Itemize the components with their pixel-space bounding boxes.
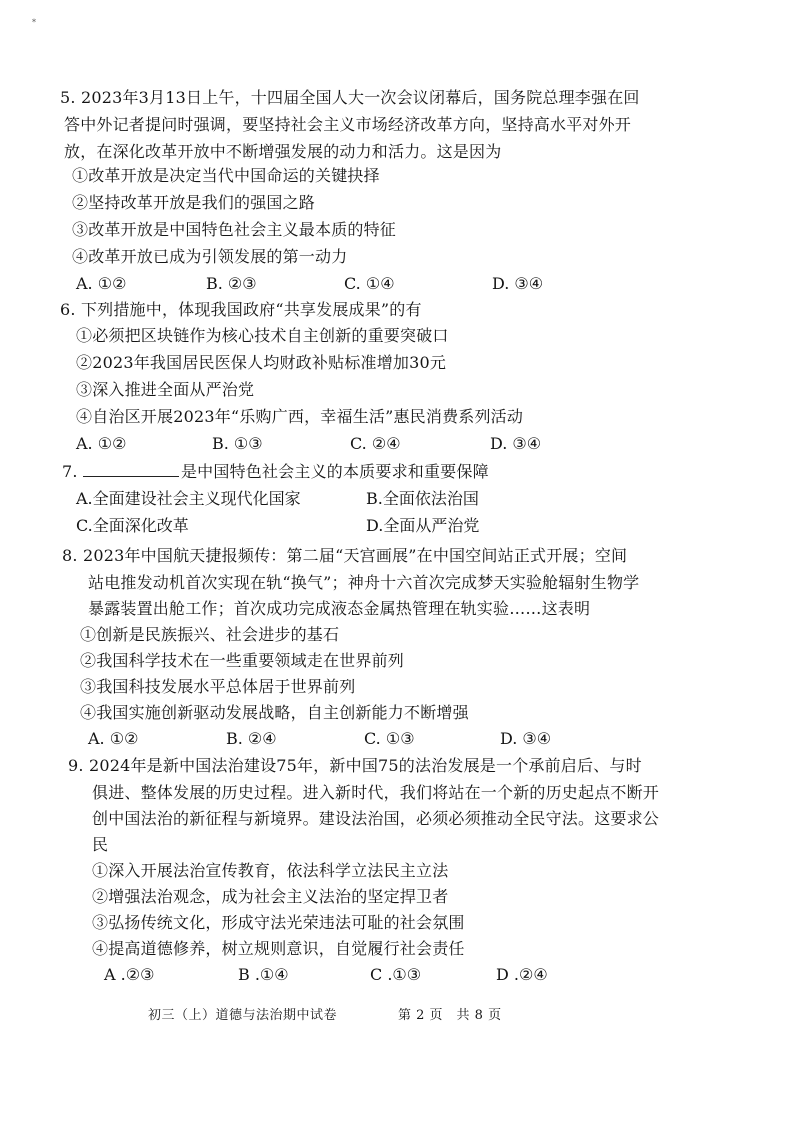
q7-stem	[62, 462, 489, 482]
q8-item-3: ③我国科技发展水平总体居于世界前列	[80, 677, 356, 696]
q7-option-b: B.全面依法治国	[366, 489, 479, 508]
q9-stem-line-2: 俱进、整体发展的历史过程。进入新时代，我们将站在一个新的历史起点不断开	[92, 783, 660, 802]
q6-item-1: ①必须把区块链作为核心技术自主创新的重要突破口	[76, 326, 449, 345]
q5-stem-line-1: 5. 2023年3月13日上午，十四届全国人大一次会议闭幕后，国务院总理李强在回	[60, 88, 640, 107]
q8-option-a: A. ①②	[88, 729, 139, 748]
q5-option-b: B. ②③	[206, 274, 257, 293]
q5-stem-line-2: 答中外记者提问时强调，要坚持社会主义市场经济改革方向，坚持高水平对外开	[64, 115, 632, 134]
q9-stem-line-3: 创中国法治的新征程与新境界。建设法治国，必须必须推动全民守法。这要求公	[92, 809, 660, 828]
q7-stem-text: 是中国特色社会主义的本质要求和重要保障	[180, 462, 489, 481]
q7-number: 7.	[62, 462, 78, 481]
q5-option-d: D. ③④	[492, 274, 544, 293]
q6-item-4: ④自治区开展2023年“乐购广西，幸福生活”惠民消费系列活动	[76, 407, 524, 426]
q9-item-3: ③弘扬传统文化，形成守法光荣违法可耻的社会氛围	[92, 913, 465, 932]
q6-option-d: D. ③④	[490, 434, 542, 453]
q9-option-c: C .①③	[370, 965, 422, 984]
q9-option-a: A .②③	[104, 965, 155, 984]
q5-item-3: ③改革开放是中国特色社会主义最本质的特征	[72, 220, 397, 239]
q8-option-b: B. ②④	[226, 729, 277, 748]
q6-option-a: A. ①②	[76, 434, 127, 453]
q8-stem-line-3: 暴露装置出舱工作；首次成功完成液态金属热管理在轨实验……这表明	[88, 599, 591, 618]
q6-item-2: ②2023年我国居民医保人均财政补贴标准增加30元	[76, 353, 447, 372]
q8-option-c: C. ①③	[364, 729, 415, 748]
q8-stem-line-1: 8. 2023年中国航天捷报频传：第二届“天宫画展”在中国空间站正式开展；空间	[62, 546, 628, 565]
q6-stem-line-1: 6. 下列措施中，体现我国政府“共享发展成果”的有	[60, 300, 422, 319]
q5-option-c: C. ①④	[344, 274, 395, 293]
q9-item-4: ④提高道德修养，树立规则意识，自觉履行社会责任	[92, 939, 465, 958]
q5-item-4: ④改革开放已成为引领发展的第一动力	[72, 247, 348, 266]
q7-option-d: D.全面从严治党	[366, 516, 480, 535]
q6-item-3: ③深入推进全面从严治党	[76, 380, 255, 399]
page-number: 第 2 页 共 8 页	[398, 1008, 502, 1023]
q8-item-1: ①创新是民族振兴、社会进步的基石	[80, 625, 340, 644]
q7-option-c: C.全面深化改革	[76, 516, 189, 535]
q9-stem-line-4: 民	[92, 835, 109, 854]
q9-stem-line-1: 9. 2024年是新中国法治建设75年，新中国75的法治发展是一个承前启后、与时	[68, 756, 642, 775]
q5-item-2: ②坚持改革开放是我们的强国之路	[72, 193, 316, 212]
exam-title-footer: 初三（上）道德与法治期中试卷	[148, 1008, 338, 1023]
q9-option-d: D .②④	[496, 965, 548, 984]
q5-option-a: A. ①②	[76, 274, 127, 293]
q9-item-1: ①深入开展法治宣传教育，依法科学立法民主立法	[92, 861, 449, 880]
q9-item-2: ②增强法治观念，成为社会主义法治的坚定捍卫者	[92, 887, 449, 906]
q7-option-a: A.全面建设社会主义现代化国家	[76, 489, 301, 508]
scan-mark: *	[32, 18, 36, 27]
q8-item-2: ②我国科学技术在一些重要领域走在世界前列	[80, 651, 405, 670]
q8-option-d: D. ③④	[500, 729, 552, 748]
q8-item-4: ④我国实施创新驱动发展战略，自主创新能力不断增强	[80, 703, 469, 722]
q8-stem-line-2: 站电推发动机首次实现在轨“换气”；神舟十六首次完成梦天实验舱辐射生物学	[88, 573, 640, 592]
q6-option-b: B. ①③	[212, 434, 263, 453]
q5-stem-line-3: 放，在深化改革开放中不断增强发展的动力和活力。这是因为	[64, 142, 502, 161]
answer-blank	[83, 462, 179, 477]
q5-item-1: ①改革开放是决定当代中国命运的关键抉择	[72, 166, 380, 185]
q6-option-c: C. ②④	[350, 434, 401, 453]
q9-option-b: B .①④	[238, 965, 289, 984]
